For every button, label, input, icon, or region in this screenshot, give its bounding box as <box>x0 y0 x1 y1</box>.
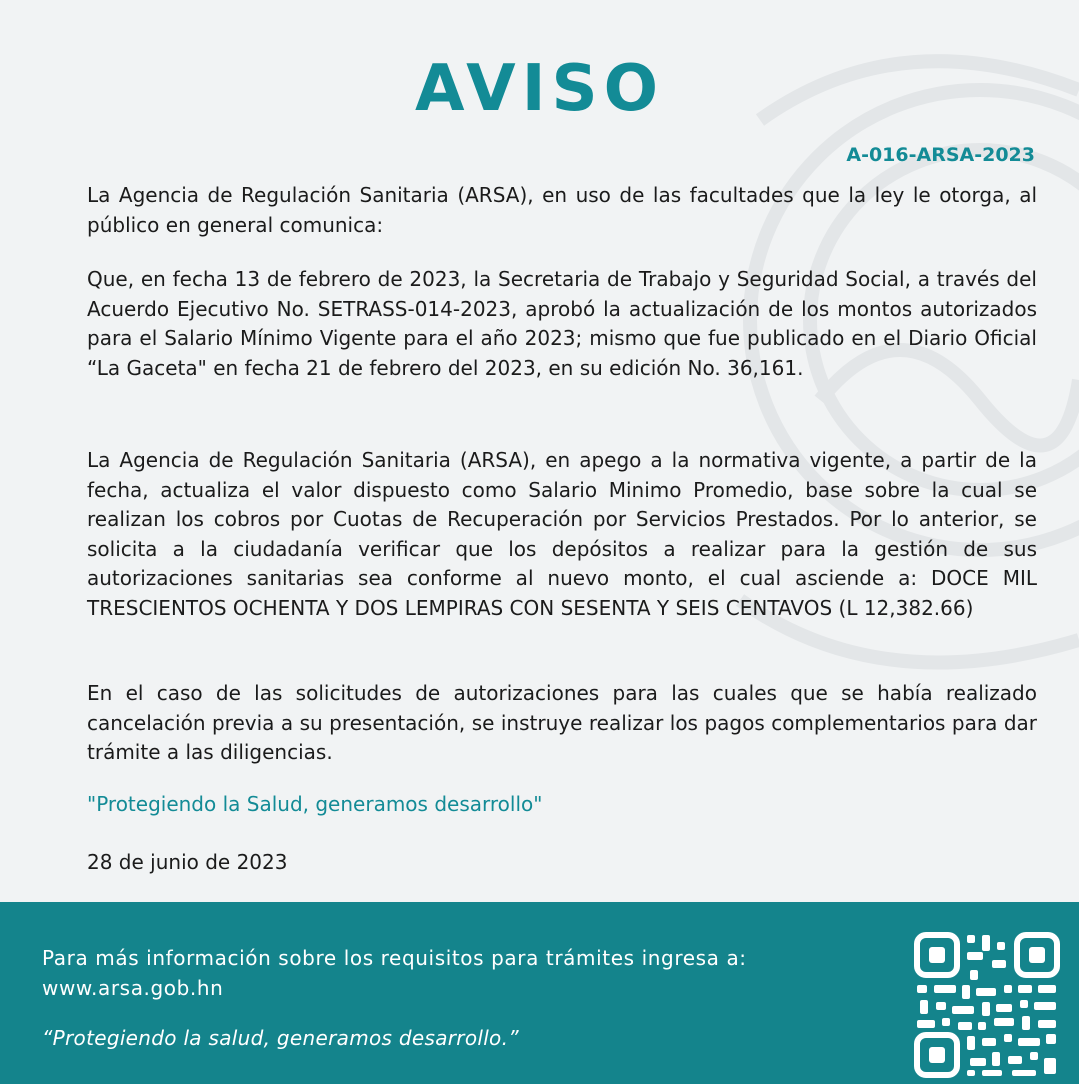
page-title: AVISO <box>414 52 665 126</box>
agreement-paragraph: Que, en fecha 13 de febrero de 2023, la Secretaria de Trabajo y Seguridad Social, a través del Acuerdo Ejecutivo No. SETRASS-014-2023, aprobó la actualización de los montos autorizados para el Salario Mínimo Vigente para el año 2023; mismo que fue publicado en el Diario Oficial “La Gaceta" en fecha 21 de febrero del 2023, en su edición No. 36,161. <box>87 267 1037 380</box>
slogan-text: "Protegiendo la Salud, generamos desarrollo" <box>87 792 543 816</box>
footer-slogan: “Protegiendo la salud, generamos desarrollo.” <box>42 1026 519 1050</box>
footer-banner <box>0 902 1079 1084</box>
notice-date: 28 de junio de 2023 <box>87 850 288 874</box>
footer-info-text: Para más información sobre los requisitos para trámites ingresa a: <box>42 946 747 970</box>
amount-paragraph: La Agencia de Regulación Sanitaria (ARSA), en apego a la normativa vigente, a partir de la fecha, actualiza el valor dispuesto como Salario Minimo Promedio, base sobre la cual se realizan los cobros por Cuotas de Recuperación por Servicios Prestados. Por lo anterior, se solicita a la ciudadanía verificar que los depósitos a realizar para la gestión de sus autorizaciones sanitarias sea conforme al nuevo monto, el cual asciende a: DOCE MIL TRESCIENTOS OCHENTA Y DOS LEMPIRAS CON SESENTA Y SEIS CENTAVOS (L 12,382.66) <box>87 448 1037 620</box>
notice-code: A-016-ARSA-2023 <box>846 144 1035 166</box>
website-link[interactable]: www.arsa.gob.hn <box>42 976 224 1000</box>
intro-paragraph: La Agencia de Regulación Sanitaria (ARSA), en uso de las facultades que la ley le otorga, al público en general comunica: <box>87 183 1037 237</box>
instructions-paragraph: En el caso de las solicitudes de autorizaciones para las cuales que se había realizado cancelación previa a su presentación, se instruye realizar los pagos complementarios para dar trámite a las diligencias. <box>87 681 1037 764</box>
qr-code-icon[interactable] <box>912 930 1062 1080</box>
